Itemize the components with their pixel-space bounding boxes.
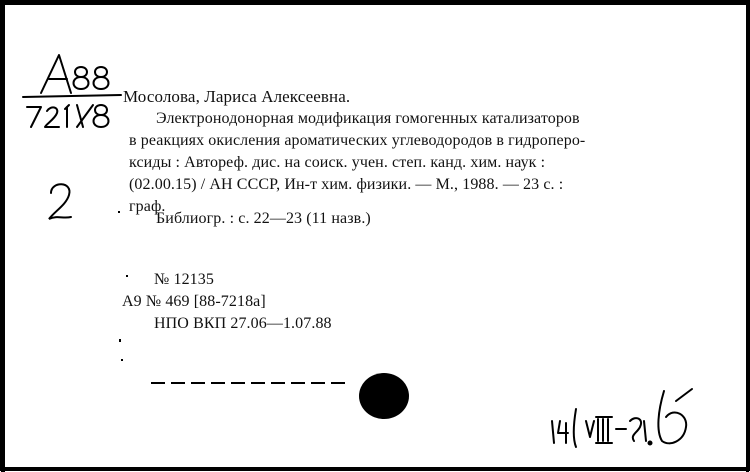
- accession-number: № 12135: [154, 271, 214, 288]
- scan-border-top: [1, 1, 750, 5]
- scan-speck: [121, 359, 123, 361]
- scan-speck: [119, 339, 121, 342]
- title-line-2: в реакциях окисления ароматических углеводородов в гидроперо-: [129, 132, 586, 149]
- scan-border-bottom: [1, 467, 750, 470]
- title-line-4: (02.00.15) / АН СССР, Ин-т хим. физики. — М., 1988. — 23 с. :: [129, 176, 564, 193]
- npo-date: НПО ВКП 27.06—1.07.88: [154, 315, 332, 332]
- shelf-mark: [19, 49, 129, 129]
- margin-note: [41, 179, 77, 223]
- title-line-3: ксиды : Автореф. дис. на соиск. учен. степ. канд. хим. наук :: [129, 154, 546, 171]
- scan-border-right: [746, 1, 749, 472]
- handwritten-date: [546, 381, 706, 451]
- dashed-rule: [151, 382, 351, 384]
- punch-hole: [359, 373, 409, 419]
- scan-border-left: [1, 1, 5, 472]
- scan-speck: [126, 275, 128, 277]
- author-heading: Мосолова, Лариса Алексеевна.: [123, 87, 351, 106]
- scan-speck: [118, 211, 120, 213]
- title-line-1: Электронодонорная модификация гомогенных катализаторов: [156, 110, 580, 127]
- bibliography-note: Библиогр. : с. 22—23 (11 назв.): [156, 210, 371, 227]
- a9-number: А9 № 469 [88-7218а]: [122, 293, 266, 310]
- title-line-5: граф.: [129, 198, 166, 215]
